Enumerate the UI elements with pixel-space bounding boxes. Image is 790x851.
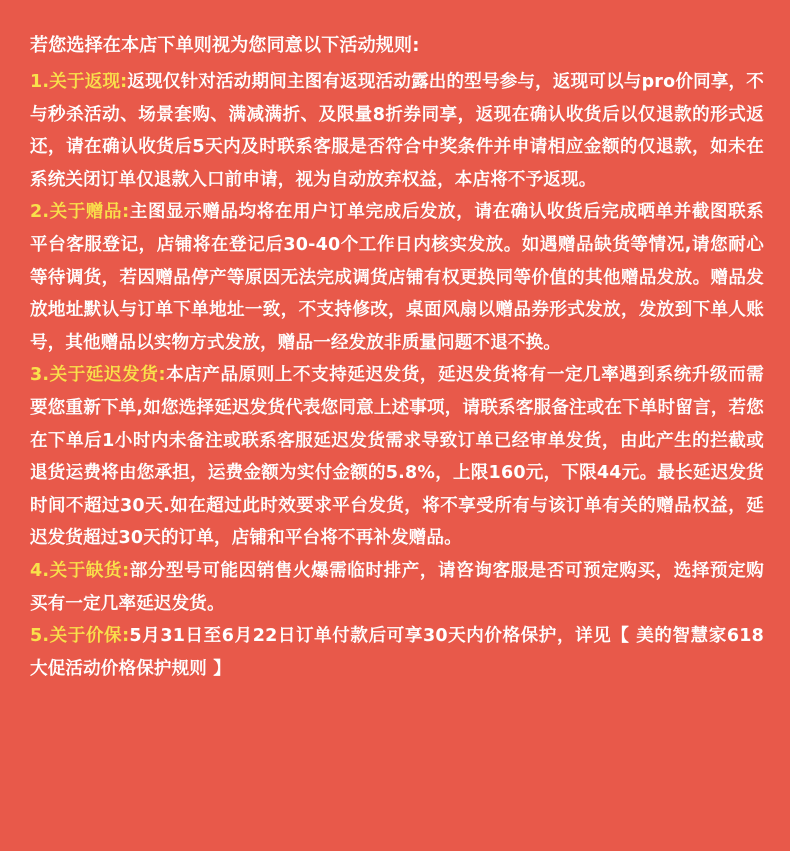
- rule-body: 部分型号可能因销售火爆需临时排产，请咨询客服是否可预定购买，选择预定购买有一定几率延迟发货。: [30, 560, 764, 614]
- rule-heading: 3.关于延迟发货:: [30, 365, 166, 386]
- rule-heading: 4.关于缺货:: [30, 560, 130, 581]
- rule-body: 主图显示赠品均将在用户订单完成后发放，请在确认收货后完成晒单并截图联系平台客服登记，店铺将在登记后30-40个工作日内核实发放。如遇赠品缺货等情况,请您耐心等待调货，若因赠品停产等原因无法完成调货店铺有权更换同等价值的其他赠品发放。赠品发放地址默认与订单下单地址一致，不支持修改，桌面风扇以赠品券形式发放，发放到下单人账号，其他赠品以实物方式发放，赠品一经发放非质量问题不退不换。: [30, 202, 764, 353]
- rule-price-protection: [30, 620, 764, 685]
- rule-delayed-shipping: [30, 359, 764, 555]
- rule-body: 返现仅针对活动期间主图有返现活动露出的型号参与，返现可以与pro价同享，不与秒杀活动、场景套购、满减满折、及限量8折券同享，返现在确认收货后以仅退款的形式返还，请在确认收货后5天内及时联系客服是否符合中奖条件并申请相应金额的仅退款，如未在系统关闭订单仅退款入口前申请，视为自动放弃权益，本店将不予返现。: [30, 72, 764, 190]
- rule-heading: 5.关于价保:: [30, 626, 130, 647]
- rule-heading: 1.关于返现:: [30, 72, 128, 92]
- rule-gifts: [30, 196, 764, 359]
- rule-body: 5月31日至6月22日订单付款后可享30天内价格保护，详见【 美的智慧家618大促活动价格保护规则 】: [30, 626, 764, 679]
- rule-out-of-stock: [30, 555, 764, 620]
- rules-intro: 若您选择在本店下单则视为您同意以下活动规则:: [30, 35, 420, 56]
- rule-cashback: [30, 66, 764, 196]
- rule-body: 本店产品原则上不支持延迟发货，延迟发货将有一定几率遇到系统升级而需要您重新下单,如您选择延迟发货代表您同意上述事项，请联系客服备注或在下单时留言，若您在下单后1小时内未备注或联系客服延迟发货需求导致订单已经审单发货，由此产生的拦截或退货运费将由您承担，运费金额为实付金额的5.8%，上限160元，下限44元。最长延迟发货时间不超过30天.如在超过此时效要求平台发货，将不享受所有与该订单有关的赠品权益，延迟发货超过30天的订单，店铺和平台将不再补发赠品。: [30, 365, 764, 549]
- rule-heading: 2.关于赠品:: [30, 202, 130, 223]
